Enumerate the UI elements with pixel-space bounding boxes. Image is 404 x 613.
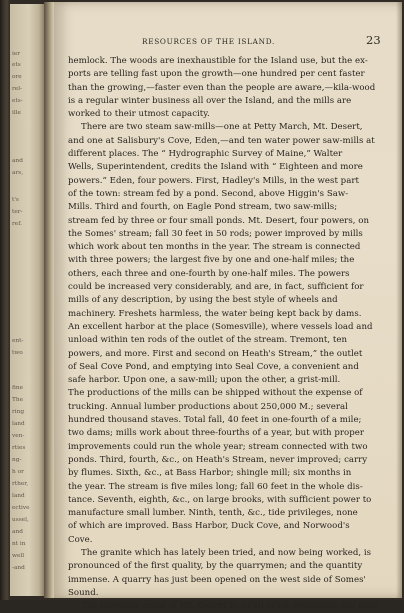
facing-page-text-fragment: land xyxy=(12,421,25,427)
body-line: unload within ten rods of the outlet of the stream. Tremont, ten xyxy=(68,335,347,346)
body-line: Mills. Third and fourth, on Eagle Pond stream, two saw-mills; xyxy=(68,202,338,213)
body-line: An excellent harbor at the place (Somesville), where vessels load and xyxy=(68,321,373,332)
body-line: could be increased very considerably, and are, in fact, sufficient for xyxy=(68,282,364,293)
body-line: tance. Seventh, eighth, &c., on large brooks, with sufficient power to xyxy=(68,494,372,505)
facing-page-text-fragment: and xyxy=(12,529,23,535)
facing-page-text-fragment: ussel, xyxy=(12,517,29,523)
facing-page-text-fragment: nt in xyxy=(12,541,26,547)
body-line: ports are telling fast upon the growth—one hundred per cent faster xyxy=(68,69,365,80)
body-line: Wells, Superintendent, credits the Island with “ Eighteen and more xyxy=(68,162,363,173)
facing-page-text-fragment: ets- xyxy=(12,98,23,104)
facing-page-text-fragment: ven- xyxy=(12,433,25,439)
running-title: RESOURCES OF THE ISLAND. xyxy=(142,37,276,46)
body-line: with three powers; the largest five by one and one-half miles; the xyxy=(68,255,355,266)
facing-page-text-fragment: ars, xyxy=(12,170,24,176)
body-line: improvements could run the whole year; stream connected with two xyxy=(68,441,368,452)
body-line: worked to their utmost capacity. xyxy=(68,109,210,120)
body-line: pronounced of the first quality, by the quarrymen; and the quantity xyxy=(68,561,363,572)
facing-page-text-fragment: ier xyxy=(12,51,21,57)
body-line: than the growing,—faster even than the people are aware,—kila-wood xyxy=(68,82,376,93)
body-line: hundred thousand staves. Total fall, 40 feet in one-fourth of a mile; xyxy=(68,415,362,426)
body-line: powers.” Eden, four powers. First, Hadley's Mills, in the west part xyxy=(68,175,359,186)
page-number: 23 xyxy=(366,33,381,47)
body-line: of the town: stream fed by a pond. Second, above Higgin's Saw- xyxy=(68,188,349,199)
body-line: and one at Salisbury's Cove, Eden,—and ten water power saw-mills at xyxy=(68,135,375,146)
facing-page-text-fragment: fine xyxy=(12,385,24,391)
facing-page-text-fragment: two xyxy=(12,350,23,356)
body-line: powers, and more. First and second on Heath's Stream,” the outlet xyxy=(68,348,363,359)
body-line: others, each three and one-fourth by one-half miles. The powers xyxy=(68,268,350,279)
body-line: mills of any description, by using the best style of wheels and xyxy=(68,295,338,306)
facing-page-text-fragment: ets xyxy=(12,62,21,68)
body-line: hemlock. The woods are inexhaustible for the Island use, but the ex- xyxy=(68,56,368,66)
body-line: The productions of the mills can be shipped without the expense of xyxy=(68,388,363,399)
facing-page-text-fragment: ore xyxy=(12,74,22,80)
body-line: safe harbor. Upon one, a saw-mill; upon the other, a grist-mill. xyxy=(68,375,341,386)
body-line: Sound. xyxy=(68,587,99,598)
body-line: by flumes. Sixth, &c., at Bass Harbor; shingle mill; six months in xyxy=(68,468,352,479)
body-line: stream fed by three or four small ponds. Mt. Desert, four powers, on xyxy=(68,215,369,226)
facing-page-margin xyxy=(10,4,44,596)
body-line: is a regular winter business all over the Island, and the mills are xyxy=(68,95,352,106)
book-gutter xyxy=(44,2,54,598)
facing-page-text-fragment: land xyxy=(12,493,25,499)
body-line: immense. A quarry has just been opened on the west side of Somes' xyxy=(68,574,366,585)
body-line: The granite which has lately been tried, and now being worked, is xyxy=(81,547,372,558)
body-line: Cove. xyxy=(68,534,93,545)
body-line: The maritime coast of Mt. Desert is, of all other resources, the most xyxy=(81,601,380,612)
page-body-text xyxy=(68,55,387,613)
facing-page-text-fragment: ective xyxy=(12,505,30,511)
body-line: two dams; mills work about three-fourths of a year, but with proper xyxy=(68,428,364,439)
body-line: machinery. Freshets harmless, the water being kept back by dams. xyxy=(68,308,362,319)
facing-page-text-fragment: rel- xyxy=(12,86,23,92)
body-line: which work about ten months in the year. The stream is connected xyxy=(68,242,361,253)
facing-page-text-fragment: ter- xyxy=(12,209,23,215)
facing-page-text-fragment: well xyxy=(12,553,25,559)
facing-page-text-fragment: ille xyxy=(12,110,21,116)
page-edge-shadow xyxy=(396,2,402,598)
body-line: the Somes' stream; fall 30 feet in 50 rods; power improved by mills xyxy=(68,228,363,239)
body-line: the year. The stream is five miles long; fall 60 feet in the whole dis- xyxy=(68,481,363,492)
facing-page-text-fragment: h or xyxy=(12,469,24,475)
facing-page-text-fragment: ref. xyxy=(12,221,22,227)
facing-page-text-fragment: -and xyxy=(12,565,25,571)
facing-page-text-fragment: ent- xyxy=(12,338,24,344)
facing-page-text-fragment: The xyxy=(12,397,24,403)
facing-page-text-fragment: t's xyxy=(12,197,19,203)
book-page xyxy=(54,2,402,612)
body-line: There are two steam saw-mills—one at Petty March, Mt. Desert, xyxy=(81,122,363,133)
facing-page-text-fragment: ring xyxy=(12,409,25,415)
body-line: different places. The “ Hydrographic Survey of Maine,” Walter xyxy=(68,149,343,160)
facing-page-text-fragment: rties xyxy=(12,445,26,451)
body-line: of Seal Cove Pond, and emptying into Seal Cove, a convenient and xyxy=(68,361,359,372)
facing-page-text-fragment: and xyxy=(12,158,23,164)
body-line: manufacture small lumber. Ninth, tenth, &c., tide privileges, none xyxy=(68,508,358,519)
facing-page-text-fragment: ng- xyxy=(12,457,22,463)
body-line: ponds. Third, fourth, &c., on Heath's Stream, never improved; carry xyxy=(68,454,368,465)
facing-page-text-fragment: rther, xyxy=(12,481,29,487)
body-line: trucking. Annual lumber productions about 250,000 M.; several xyxy=(68,401,348,412)
body-line: of which are improved. Bass Harbor, Duck Cove, and Norwood's xyxy=(68,521,350,532)
